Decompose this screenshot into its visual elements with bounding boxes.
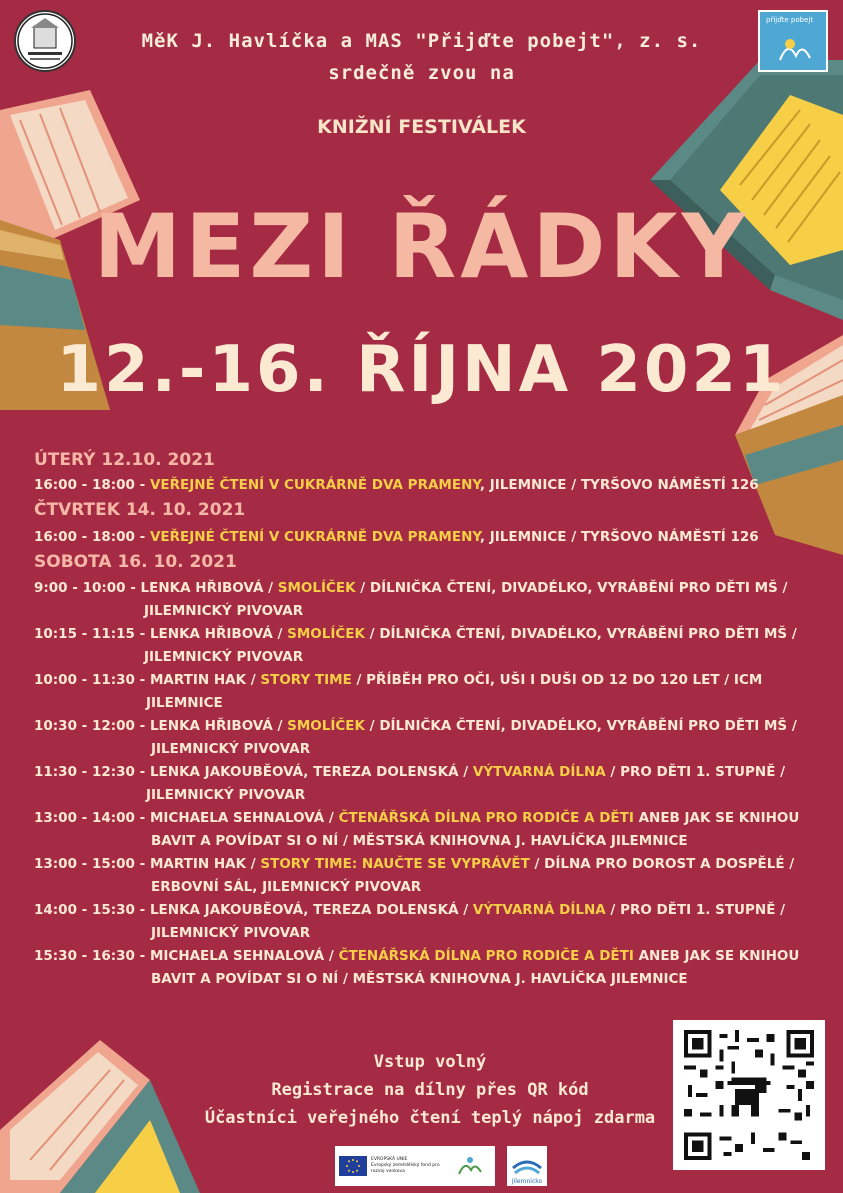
day-heading-tuesday: ÚTERÝ 12.10. 2021 — [34, 450, 215, 470]
event-details: , JILEMNICE / TYRŠOVO NÁMĚSTÍ 126 — [479, 529, 759, 545]
list-item: 11:30 - 12:30 - LENKA JAKOUBĚOVÁ, TEREZA DOLENSKÁ / VÝTVARNÁ DÍLNA / PRO DĚTI 1. STUPNĚ / — [34, 764, 786, 780]
free-entry-text: Vstup volný — [373, 1052, 487, 1072]
jilemnicko-label: Jilemnicko — [511, 1178, 543, 1185]
list-item: 13:00 - 15:00 - MARTIN HAK / STORY TIME: NAUČTE SE VYPRÁVĚT / DÍLNA PRO DOROST A DOSPĚLÉ / — [34, 856, 795, 872]
list-item: 10:15 - 11:15 - LENKA HŘIBOVÁ / SMOLÍČEK / DÍLNIČKA ČTENÍ, DIVADÉLKO, VYRÁBĚNÍ PRO DĚTI MŠ / — [34, 626, 797, 642]
pobejt-logo-text: přijďte pobejt — [766, 16, 814, 24]
list-item: 10:30 - 12:00 - LENKA HŘIBOVÁ / SMOLÍČEK / DÍLNIČKA ČTENÍ, DIVADÉLKO, VYRÁBĚNÍ PRO DĚTI MŠ / — [34, 718, 797, 734]
list-item-continuation: JILEMNICKÝ PIVOVAR — [151, 741, 311, 757]
eu-funding-text — [371, 1157, 451, 1175]
festival-label: KNIŽNÍ FESTIVÁLEK — [317, 116, 526, 138]
drink-offer-text: Účastníci veřejného čtení teplý nápoj zdarma — [204, 1108, 656, 1128]
event-title-highlight: VEŘEJNÉ ČTENÍ V CUKRÁRNĚ DVA PRAMENY — [149, 477, 480, 493]
list-item-continuation: JILEMNICKÝ PIVOVAR — [144, 649, 304, 665]
organizers-line: MěK J. Havlíčka a MAS "Přijďte pobejt", z. s. — [141, 30, 702, 52]
event-time: 16:00 - 18:00 — [34, 529, 135, 545]
list-item-continuation: JILEMNICKÝ PIVOVAR — [144, 603, 304, 619]
list-item-continuation: BAVIT A POVÍDAT SI O NÍ / MĚSTSKÁ KNIHOVNA J. HAVLÍČKA JILEMNICE — [151, 833, 688, 849]
registration-qr-code[interactable] — [673, 1020, 825, 1170]
list-item: 13:00 - 14:00 - MICHAELA SEHNALOVÁ / ČTENÁŘSKÁ DÍLNA PRO RODIČE A DĚTI ANEB JAK SE KNIHOU — [34, 810, 800, 826]
day-heading-thursday: ČTVRTEK 14. 10. 2021 — [34, 500, 246, 520]
leader-logo-icon — [455, 1154, 485, 1178]
event-time: 16:00 - 18:00 — [34, 477, 135, 493]
event-line-thursday — [34, 529, 759, 545]
event-title-highlight: VEŘEJNÉ ČTENÍ V CUKRÁRNĚ DVA PRAMENY — [149, 529, 480, 545]
page-title: MEZI ŘÁDKY — [93, 195, 750, 298]
list-item: 9:00 - 10:00 - LENKA HŘIBOVÁ / SMOLÍČEK / DÍLNIČKA ČTENÍ, DIVADÉLKO, VYRÁBĚNÍ PRO DĚTI MŠ / — [34, 580, 788, 596]
list-item: 15:30 - 16:30 - MICHAELA SEHNALOVÁ / ČTENÁŘSKÁ DÍLNA PRO RODIČE A DĚTI ANEB JAK SE KNIHOU — [34, 948, 800, 964]
day-heading-saturday: SOBOTA 16. 10. 2021 — [34, 552, 237, 572]
list-item-continuation: JILEMNICKÝ PIVOVAR — [146, 787, 306, 803]
event-separator: - — [134, 477, 150, 493]
event-line-tuesday — [34, 477, 759, 493]
eu-funding-logos — [335, 1146, 495, 1186]
list-item: 10:00 - 11:30 - MARTIN HAK / STORY TIME / PŘÍBĚH PRO OČI, UŠI I DUŠI OD 12 DO 120 LET / ICM — [34, 672, 763, 688]
festival-dates: 12.-16. ŘÍJNA 2021 — [56, 333, 787, 407]
list-item-continuation: BAVIT A POVÍDAT SI O NÍ / MĚSTSKÁ KNIHOVNA J. HAVLÍČKA JILEMNICE — [151, 971, 688, 987]
jilemnicko-logo — [507, 1146, 547, 1186]
event-separator: - — [134, 529, 150, 545]
list-item-continuation: ERBOVNÍ SÁL, JILEMNICKÝ PIVOVAR — [151, 879, 422, 895]
list-item-continuation: JILEMNICKÝ PIVOVAR — [151, 925, 311, 941]
eu-fund-label: Evropský zemědělský fond pro rozvoj venkova — [371, 1163, 440, 1174]
event-details: , JILEMNICE / TYRŠOVO NÁMĚSTÍ 126 — [479, 477, 759, 493]
invite-line: srdečně zvou na — [328, 62, 515, 84]
list-item: 14:00 - 15:30 - LENKA JAKOUBĚOVÁ, TEREZA DOLENSKÁ / VÝTVARNÁ DÍLNA / PRO DĚTI 1. STUPNĚ / — [34, 902, 786, 918]
eu-label: EVROPSKÁ UNIE — [371, 1157, 408, 1162]
list-item-continuation: JILEMNICE — [146, 695, 223, 711]
eu-flag-icon — [339, 1156, 367, 1176]
registration-text: Registrace na dílny přes QR kód — [271, 1080, 589, 1100]
